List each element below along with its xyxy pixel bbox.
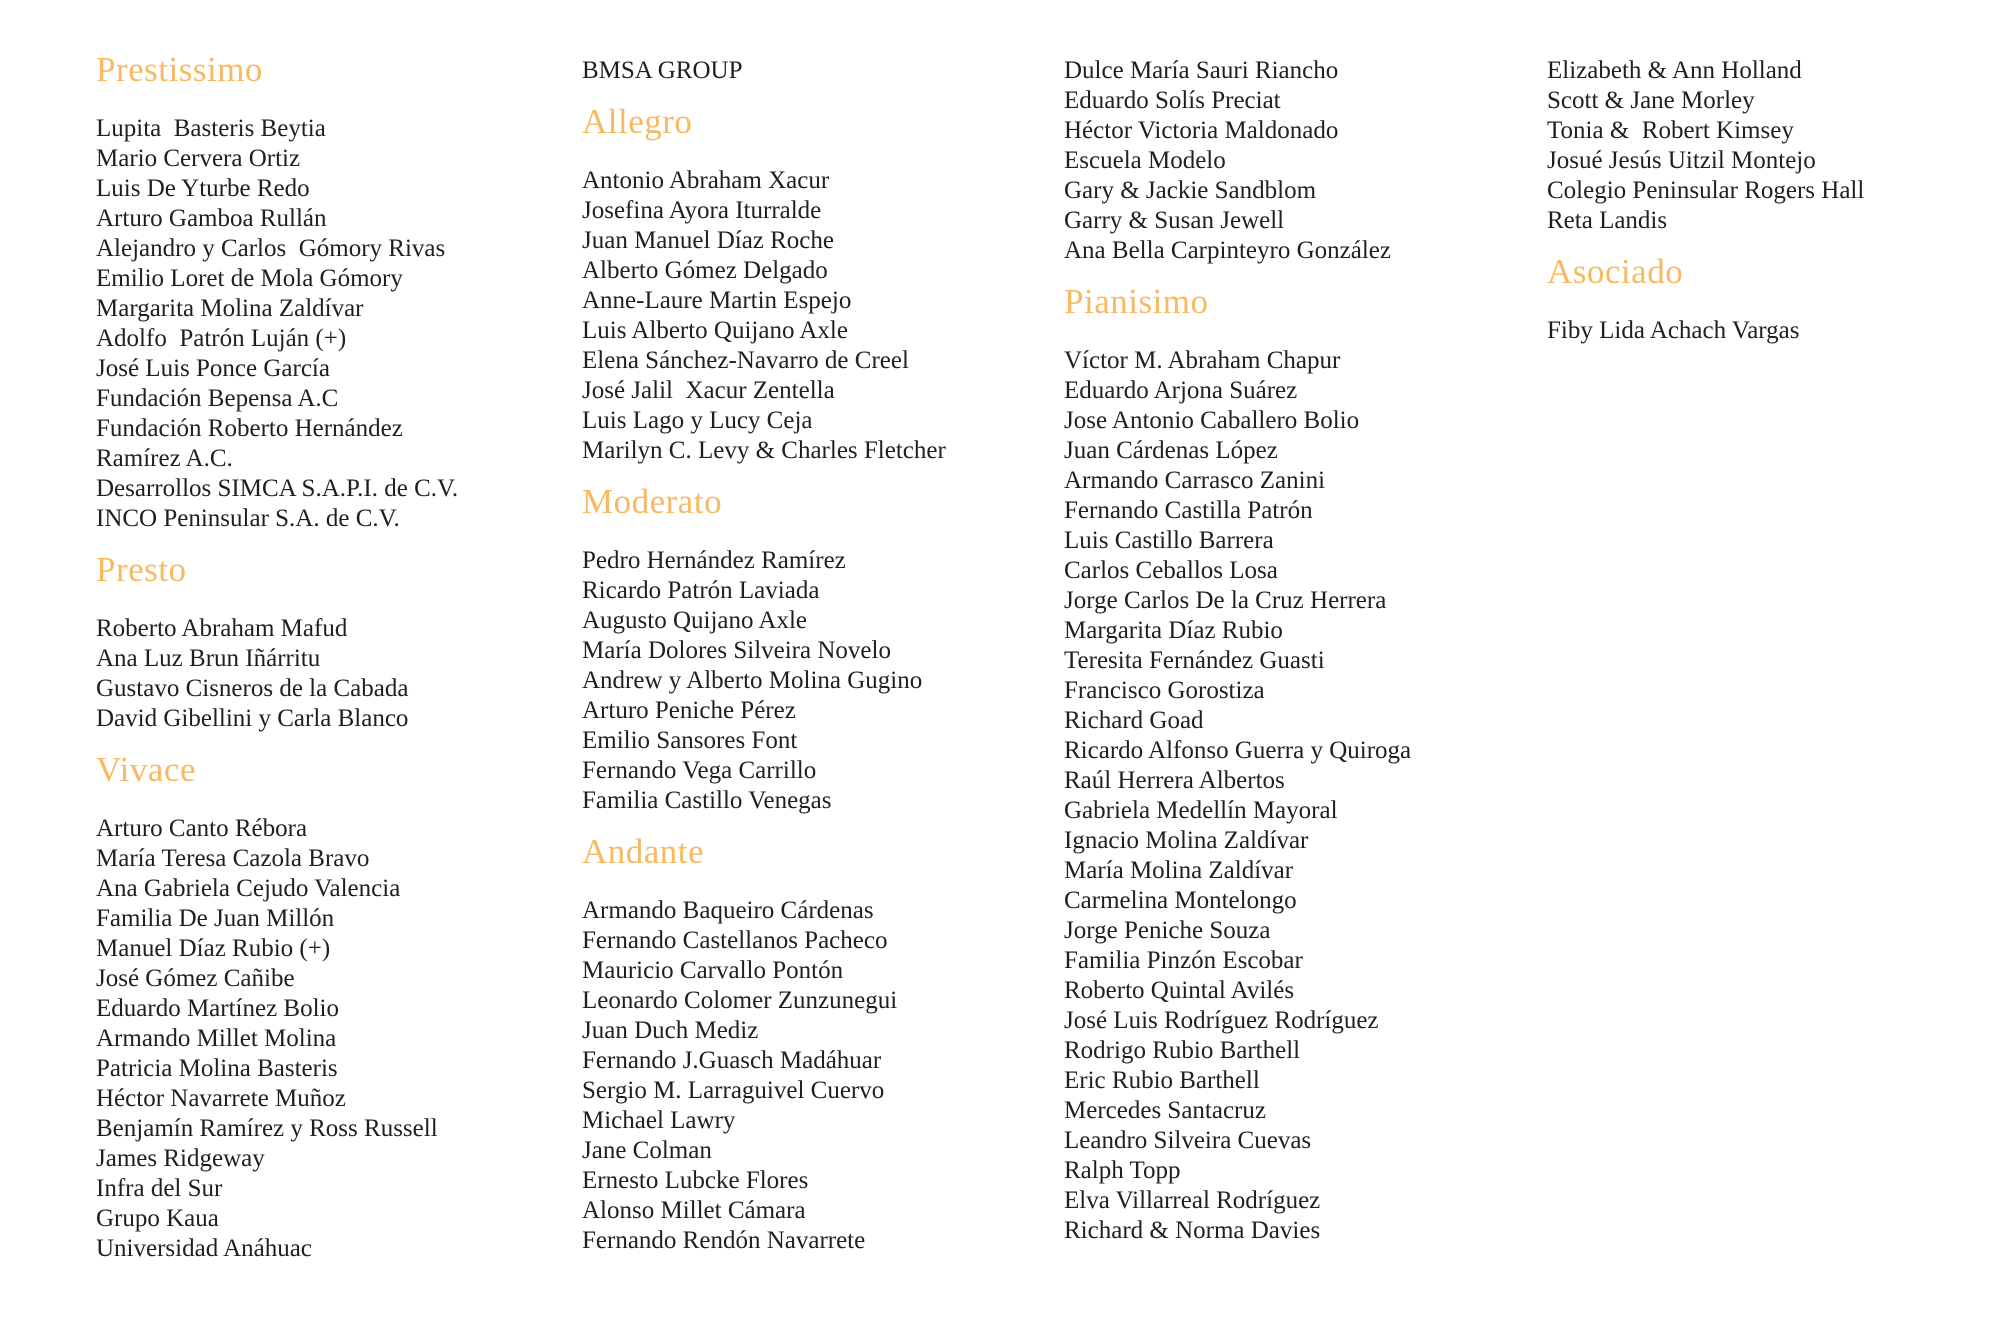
member-name: Fernando Vega Carrillo xyxy=(582,757,817,784)
section-group xyxy=(582,482,1048,816)
member-name: David Gibellini y Carla Blanco xyxy=(96,705,409,732)
member-name: Mauricio Carvallo Pontón xyxy=(582,957,844,984)
member-name: Héctor Victoria Maldonado xyxy=(1064,117,1339,144)
member-name: Elena Sánchez-Navarro de Creel xyxy=(582,347,909,374)
member-name: Augusto Quijano Axle xyxy=(582,607,807,634)
member-name: Luis Lago y Lucy Ceja xyxy=(582,407,813,434)
member-name: Francisco Gorostiza xyxy=(1064,677,1265,704)
section-heading: Andante xyxy=(582,832,705,871)
member-name: Gabriela Medellín Mayoral xyxy=(1064,797,1338,824)
member-name: Armando Millet Molina xyxy=(96,1025,337,1052)
member-name: María Dolores Silveira Novelo xyxy=(582,637,891,664)
member-list xyxy=(96,614,566,734)
column-4 xyxy=(1547,50,1987,346)
member-name: Emilio Loret de Mola Gómory xyxy=(96,265,403,292)
member-name: Dulce María Sauri Riancho xyxy=(1064,57,1339,84)
member-name: Gustavo Cisneros de la Cabada xyxy=(96,675,409,702)
section-heading: Moderato xyxy=(582,482,723,521)
member-name: Mercedes Santacruz xyxy=(1064,1097,1266,1124)
member-name: Andrew y Alberto Molina Gugino xyxy=(582,667,923,694)
member-name: Margarita Molina Zaldívar xyxy=(96,295,364,322)
member-name: Armando Carrasco Zanini xyxy=(1064,467,1326,494)
member-name: Carmelina Montelongo xyxy=(1064,887,1297,914)
member-name: Alejandro y Carlos Gómory Rivas xyxy=(96,235,446,262)
member-name: Reta Landis xyxy=(1547,207,1668,234)
member-name: Richard & Norma Davies xyxy=(1064,1217,1321,1244)
member-name: Pedro Hernández Ramírez xyxy=(582,547,846,574)
member-name: Universidad Anáhuac xyxy=(96,1235,312,1262)
member-name: María Teresa Cazola Bravo xyxy=(96,845,370,872)
member-name: BMSA GROUP xyxy=(582,57,743,84)
member-name: Familia Pinzón Escobar xyxy=(1064,947,1303,974)
member-name: Scott & Jane Morley xyxy=(1547,87,1755,114)
member-name: Eduardo Arjona Suárez xyxy=(1064,377,1298,404)
member-name: Grupo Kaua xyxy=(96,1205,219,1232)
member-name: Jose Antonio Caballero Bolio xyxy=(1064,407,1360,434)
member-list xyxy=(96,814,566,1264)
member-name: Eduardo Solís Preciat xyxy=(1064,87,1281,114)
member-name: Arturo Peniche Pérez xyxy=(582,697,796,724)
member-name: Ralph Topp xyxy=(1064,1157,1181,1184)
member-name: Ana Bella Carpinteyro González xyxy=(1064,237,1391,264)
section-heading: Vivace xyxy=(96,750,197,789)
member-name: Luis Castillo Barrera xyxy=(1064,527,1274,554)
member-name: Ana Luz Brun Iñárritu xyxy=(96,645,321,672)
member-name: Leandro Silveira Cuevas xyxy=(1064,1127,1312,1154)
member-name: Jane Colman xyxy=(582,1137,712,1164)
member-name: Infra del Sur xyxy=(96,1175,223,1202)
member-name: Ernesto Lubcke Flores xyxy=(582,1167,809,1194)
member-list xyxy=(582,56,1048,86)
member-name: Roberto Abraham Mafud xyxy=(96,615,348,642)
member-name: Tonia & Robert Kimsey xyxy=(1547,117,1794,144)
member-name: Adolfo Patrón Luján (+) xyxy=(96,325,347,352)
member-name: Josué Jesús Uitzil Montejo xyxy=(1547,147,1816,174)
member-list xyxy=(1064,56,1531,266)
member-name: Jorge Carlos De la Cruz Herrera xyxy=(1064,587,1387,614)
member-name: Fundación Bepensa A.C xyxy=(96,385,339,412)
member-name: Alonso Millet Cámara xyxy=(582,1197,806,1224)
member-name: Richard Goad xyxy=(1064,707,1204,734)
member-name: Ramírez A.C. xyxy=(96,445,233,472)
member-name: Michael Lawry xyxy=(582,1107,736,1134)
member-list xyxy=(582,546,1048,816)
member-name: Emilio Sansores Font xyxy=(582,727,798,754)
member-name: Desarrollos SIMCA S.A.P.I. de C.V. xyxy=(96,475,459,502)
member-name: Juan Duch Mediz xyxy=(582,1017,759,1044)
member-name: Antonio Abraham Xacur xyxy=(582,167,830,194)
section-group xyxy=(1064,282,1531,1246)
member-name: José Luis Ponce García xyxy=(96,355,330,382)
member-name: María Molina Zaldívar xyxy=(1064,857,1294,884)
section-group xyxy=(96,550,566,734)
column-2 xyxy=(582,50,1048,1256)
member-name: Eric Rubio Barthell xyxy=(1064,1067,1260,1094)
member-list xyxy=(582,896,1048,1256)
member-name: Arturo Canto Rébora xyxy=(96,815,308,842)
member-name: Manuel Díaz Rubio (+) xyxy=(96,935,331,962)
member-name: James Ridgeway xyxy=(96,1145,265,1172)
column-1 xyxy=(96,50,566,1264)
member-name: Arturo Gamboa Rullán xyxy=(96,205,327,232)
member-name: Benjamín Ramírez y Ross Russell xyxy=(96,1115,438,1142)
member-name: Lupita Basteris Beytia xyxy=(96,115,326,142)
member-name: Juan Manuel Díaz Roche xyxy=(582,227,835,254)
member-name: Sergio M. Larraguivel Cuervo xyxy=(582,1077,885,1104)
member-name: Rodrigo Rubio Barthell xyxy=(1064,1037,1301,1064)
member-name: José Jalil Xacur Zentella xyxy=(582,377,835,404)
member-name: Margarita Díaz Rubio xyxy=(1064,617,1283,644)
member-name: José Luis Rodríguez Rodríguez xyxy=(1064,1007,1379,1034)
section-group xyxy=(582,102,1048,466)
member-name: Juan Cárdenas López xyxy=(1064,437,1278,464)
section-group xyxy=(582,832,1048,1256)
member-name: Ana Gabriela Cejudo Valencia xyxy=(96,875,401,902)
member-name: Fernando Rendón Navarrete xyxy=(582,1227,866,1254)
member-name: Fernando Castilla Patrón xyxy=(1064,497,1313,524)
member-name: Josefina Ayora Iturralde xyxy=(582,197,822,224)
member-name: Garry & Susan Jewell xyxy=(1064,207,1285,234)
member-name: Luis De Yturbe Redo xyxy=(96,175,310,202)
column-3 xyxy=(1064,50,1531,1246)
member-name: Luis Alberto Quijano Axle xyxy=(582,317,848,344)
member-name: Teresita Fernández Guasti xyxy=(1064,647,1325,674)
section-group xyxy=(1547,252,1987,346)
member-name: Familia De Juan Millón xyxy=(96,905,335,932)
section-group xyxy=(96,50,566,534)
member-name: Armando Baqueiro Cárdenas xyxy=(582,897,874,924)
member-list xyxy=(1064,346,1531,1246)
section-heading: Presto xyxy=(96,550,187,589)
member-name: Ignacio Molina Zaldívar xyxy=(1064,827,1309,854)
member-list xyxy=(582,166,1048,466)
member-name: Anne-Laure Martin Espejo xyxy=(582,287,852,314)
member-name: Raúl Herrera Albertos xyxy=(1064,767,1285,794)
member-name: Marilyn C. Levy & Charles Fletcher xyxy=(582,437,946,464)
member-name: Gary & Jackie Sandblom xyxy=(1064,177,1317,204)
member-name: Patricia Molina Basteris xyxy=(96,1055,338,1082)
member-name: Leonardo Colomer Zunzunegui xyxy=(582,987,898,1014)
member-name: Mario Cervera Ortiz xyxy=(96,145,301,172)
member-name: Familia Castillo Venegas xyxy=(582,787,832,814)
section-heading: Prestissimo xyxy=(96,50,263,89)
member-name: Carlos Ceballos Losa xyxy=(1064,557,1278,584)
member-name: Héctor Navarrete Muñoz xyxy=(96,1085,346,1112)
member-name: Fernando J.Guasch Madáhuar xyxy=(582,1047,882,1074)
member-name: Elizabeth & Ann Holland xyxy=(1547,57,1802,84)
member-name: Ricardo Alfonso Guerra y Quiroga xyxy=(1064,737,1412,764)
member-list xyxy=(96,114,566,534)
member-name: Fernando Castellanos Pacheco xyxy=(582,927,888,954)
member-list xyxy=(1547,56,1987,236)
section-group xyxy=(96,750,566,1264)
member-name: Alberto Gómez Delgado xyxy=(582,257,828,284)
member-name: Ricardo Patrón Laviada xyxy=(582,577,820,604)
member-list xyxy=(1547,316,1987,346)
member-name: Escuela Modelo xyxy=(1064,147,1226,174)
member-name: Roberto Quintal Avilés xyxy=(1064,977,1295,1004)
member-name: Fiby Lida Achach Vargas xyxy=(1547,317,1800,344)
member-name: INCO Peninsular S.A. de C.V. xyxy=(96,505,400,532)
section-heading: Asociado xyxy=(1547,252,1684,291)
section-heading: Pianisimo xyxy=(1064,282,1209,321)
member-name: José Gómez Cañibe xyxy=(96,965,295,992)
member-name: Víctor M. Abraham Chapur xyxy=(1064,347,1341,374)
member-name: Eduardo Martínez Bolio xyxy=(96,995,339,1022)
member-name: Colegio Peninsular Rogers Hall xyxy=(1547,177,1865,204)
member-name: Elva Villarreal Rodríguez xyxy=(1064,1187,1321,1214)
member-name: Fundación Roberto Hernández xyxy=(96,415,403,442)
member-name: Jorge Peniche Souza xyxy=(1064,917,1271,944)
section-heading: Allegro xyxy=(582,102,693,141)
